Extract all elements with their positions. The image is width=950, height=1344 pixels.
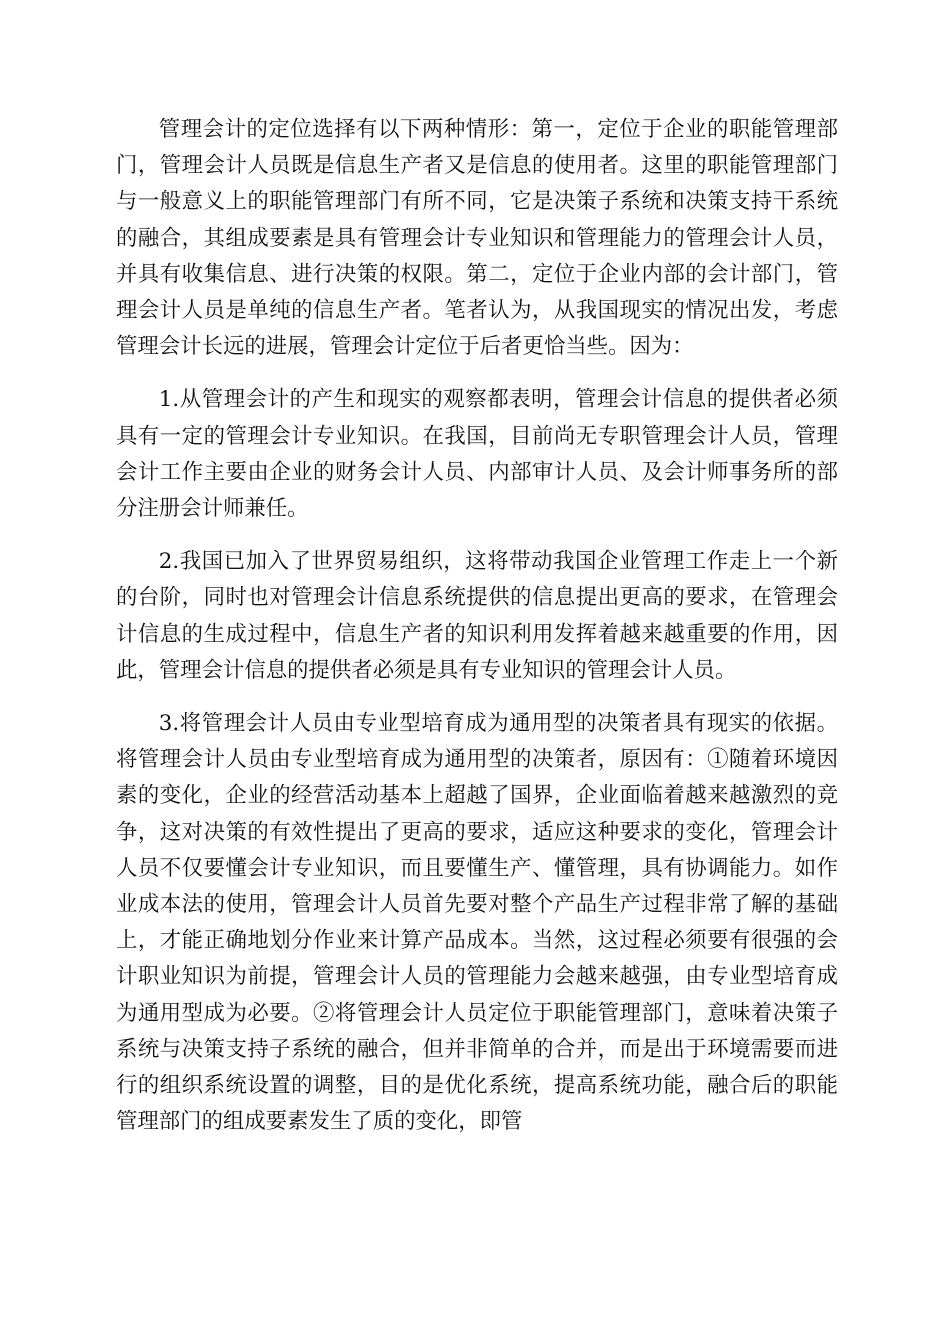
- document-body: [116, 112, 838, 1140]
- paragraph-positioning-options: 管理会计的定位选择有以下两种情形：第一，定位于企业的职能管理部门，管理会计人员既是信息生产者又是信息的使用者。这里的职能管理部门与一般意义上的职能管理部门有所不同，它是决策子系统和决策支持干系统的融合，其组成要素是具有管理会计专业知识和管理能力的管理会计人员，并具有收集信息、进行决策的权限。第二，定位于企业内部的会计部门，管理会计人员是单纯的信息生产者。笔者认为，从我国现实的情况出发，考虑管理会计长远的进展，管理会计定位于后者更恰当些。因为：: [116, 117, 838, 360]
- paragraph-reason-3: 3.将管理会计人员由专业型培育成为通用型的决策者具有现实的依据。将管理会计人员由专业型培育成为通用型的决策者，原因有：①随着环境因素的变化，企业的经营活动基本上超越了国界，企业面临着越来越激烈的竞争，这对决策的有效性提出了更高的要求，适应这种要求的变化，管理会计人员不仅要懂会计专业知识，而且要懂生产、懂管理，具有协调能力。如作业成本法的使用，管理会计人员首先要对整个产品生产过程非常了解的基础上，才能正确地划分作业来计算产品成本。当然，这过程必须要有很强的会计职业知识为前提，管理会计人员的管理能力会越来越强，由专业型培育成为通用型成为必要。②将管理会计人员定位于职能管理部门，意味着决策子系统与决策支持子系统的融合，但并非简单的合并，而是出于环境需要而进行的组织系统设置的调整，目的是优化系统，提高系统功能，融合后的职能管理部门的组成要素发生了质的变化，即管: [116, 711, 838, 1135]
- paragraph-reason-1: 1.从管理会计的产生和现实的观察都表明，管理会计信息的提供者必须具有一定的管理会计专业知识。在我国，目前尚无专职管理会计人员，管理会计工作主要由企业的财务会计人员、内部审计人员、及会计师事务所的部分注册会计师兼任。: [116, 387, 838, 522]
- paragraph-reason-2: 2.我国已加入了世界贸易组织，这将带动我国企业管理工作走上一个新的台阶，同时也对管理会计信息系统提供的信息提出更高的要求，在管理会计信息的生成过程中，信息生产者的知识利用发挥着越来越重要的作用，因此，管理会计信息的提供者必须是具有专业知识的管理会计人员。: [116, 549, 838, 683]
